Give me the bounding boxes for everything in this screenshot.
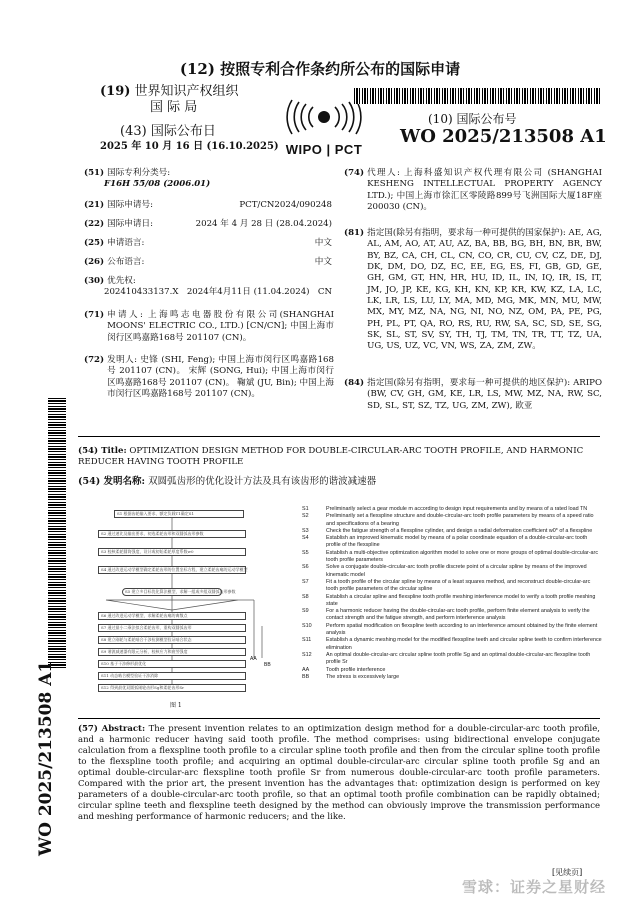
abstract bbox=[78, 724, 600, 823]
figure-key-code: S8 bbox=[302, 593, 309, 600]
field-22: (22) 国际申请日: 2024 年 4 月 28 日 (28.04.2024) bbox=[84, 219, 332, 229]
title-cn: (54) 发明名称: 双圆弧齿形的优化设计方法及具有该齿形的谐波减速器 bbox=[78, 476, 377, 487]
figure-key-row bbox=[302, 528, 602, 535]
agent-text: 代理人: 上海科盛知识产权代理有限公司 (SHANGHAI KESHENG INTELLECTUAL PROPERTY AGENCY LTD.); 中国上海市徐汇区零陵路899号飞洲国际大厦18F座 200030 (CN)。 bbox=[367, 168, 602, 213]
figure-key-row bbox=[302, 608, 602, 623]
side-barcode bbox=[48, 398, 66, 668]
figure-key bbox=[302, 506, 602, 681]
pub-date-label: (43) 国际公布日 bbox=[120, 124, 216, 139]
ipc-value: F16H 55/08 (2006.01) bbox=[104, 179, 211, 190]
figure-key-row bbox=[302, 564, 602, 579]
figure-key-code: S4 bbox=[302, 535, 309, 542]
org-name: 世界知识产权组织 bbox=[134, 84, 239, 99]
figure-key-code: S11 bbox=[302, 637, 312, 644]
field-21: (21) 国际申请号: PCT/CN2024/090248 bbox=[84, 200, 332, 210]
pub-number-label: (10) 国际公布号 bbox=[428, 112, 517, 126]
wipo-logo-text: WIPO | PCT bbox=[285, 142, 363, 158]
org-num: (19) bbox=[100, 84, 131, 99]
priority-date: 2024年4月11日 (11.04.2024) bbox=[186, 287, 310, 298]
title-cn-text: 双圆弧齿形的优化设计方法及具有该齿形的谐波减速器 bbox=[148, 476, 377, 487]
priority-country: CN bbox=[317, 287, 332, 298]
field-26: (26) 公布语言: 中文 bbox=[84, 257, 332, 267]
figure-key-code: S3 bbox=[302, 527, 309, 534]
org-sub: 国 际 局 bbox=[150, 100, 198, 116]
field-84: (84) 指定国(除另有指明，要求每一种可提供的地区保护): ARIPO (BW, CV, GH, GM, KE, LR, LS, MW, MZ, NA, RW, SC, SD, SL, ST, SZ, TZ, UG, ZM, ZW), 欧亚 bbox=[344, 378, 602, 411]
continued-label: [见续页] bbox=[552, 868, 583, 877]
watermark: 雪球：证券之星财经 bbox=[462, 878, 607, 896]
wipo-logo bbox=[272, 96, 376, 158]
priority-application: 202410433137.X bbox=[104, 287, 179, 298]
pub-number-value: WO 2025/213508 A1 bbox=[400, 126, 607, 147]
figure-key-text: Fit a tooth profile of the circular spline by means of a least squares method, and reconstruct double-circular-arc tooth profile parameters of the circular spline bbox=[326, 578, 591, 593]
figure-key-code: S5 bbox=[302, 549, 309, 556]
figure-key-text: Establish a dynamic meshing model for the modified flexspline teeth and circular spline teeth to confirm interference elimination bbox=[326, 637, 602, 651]
figure-key-row bbox=[302, 535, 602, 550]
figure-key-row bbox=[302, 667, 602, 674]
figure-key-text: Establish a circular spline and flexspline tooth profile meshing interference model to verify a tooth profile meshing state bbox=[326, 593, 596, 607]
figure-key-text: Preliminarily set a flexspline structure and double-circular-arc tooth profile parameters by means of a speed ratio and specifications of a bearing bbox=[326, 513, 594, 527]
document-title: (12) 按照专利合作条约所公布的国际申请 bbox=[179, 60, 461, 78]
abstract-label: (57) Abstract: bbox=[78, 724, 146, 734]
field-51: (51) 国际专利分类号: F16H 55/08 (2006.01) bbox=[84, 168, 332, 191]
flow-step-s9: S9 谐波减速器有限元分析，校核应力和疲劳强度 bbox=[98, 648, 246, 656]
field-81: (81) 指定国(除另有指明，要求每一种可提供的国家保护): AE, AG, AL, AM, AO, AT, AU, AZ, BA, BB, BG, BH, BN, BR, BW, BY, BZ, CA, CH, CL, CN, CO, CR, CU, CV, CZ, DE, DJ, DK, DM, DO, DZ, EC, EE, EG, ES, FI, GB, GD, GE, GH, GM, GT, HN, HR, HU, ID, IL, IN, IQ, IR, IS, IT, JM, JO, JP, KE, KG, KH, KN, KP, KR, KW, KZ, LA, LC, LK, LR, LS, LU, LY, MA, MD, MG, MK, MN, MU, MW, MX, MY, MZ, NA, NG, NI, NO, NZ, OM, PA, PE, PG, PH, PL, PT, QA, RO, RS, RU, RW, SA, SC, SD, SE, SG, SK, SL, ST, SV, SY, TH, TJ, TM, TN, TR, TT, TZ, UA, UG, US, UZ, VC, VN, WS, ZA, ZM, ZW。 bbox=[344, 228, 602, 352]
figure-key-code: S2 bbox=[302, 513, 309, 520]
figure-caption: 图 1 bbox=[170, 702, 182, 709]
flow-step-s10: S10 基于干涉修形最优化 bbox=[98, 660, 246, 668]
flow-step-s4: S4 通过改进运动学模型确定柔轮齿形的位置坐标方程，建立柔轮齿廓的运动学模型 bbox=[98, 566, 246, 574]
field-74: (74) 代理人: 上海科盛知识产权代理有限公司 (SHANGHAI KESHENG INTELLECTUAL PROPERTY AGENCY LTD.); 中国上海市徐汇区零陵路899号飞洲国际大厦18F座 200030 (CN)。 bbox=[344, 168, 602, 213]
figure-key-row bbox=[302, 594, 602, 609]
title-en: (54) Title: OPTIMIZATION DESIGN METHOD FOR DOUBLE-CIRCULAR-ARC TOOTH PROFILE, AND HARMONIC REDUCER HAVING TOOTH PROFILE bbox=[78, 446, 584, 468]
figure-key-row bbox=[302, 579, 602, 594]
flow-step-s1: S1 根据齿轮输入要求、额定负载T1确定S1 bbox=[114, 510, 244, 518]
flow-step-s8: S8 建立刚轮与柔轮啮合干涉检测模型验证啮合状态 bbox=[98, 636, 246, 644]
figure-key-row bbox=[302, 674, 602, 681]
figure-key-text: Establish an improved kinematic model by means of a polar coordinate equation of a double-circular-arc tooth profile of the flexspline bbox=[326, 535, 588, 549]
org-block bbox=[100, 84, 260, 117]
field-25: (25) 申请语言: 中文 bbox=[84, 238, 332, 248]
figure-key-code: S6 bbox=[302, 564, 309, 571]
figure-key-code: S9 bbox=[302, 608, 309, 615]
figure-key-text: For a harmonic reducer having the double-circular-arc tooth profile, perform finite element analysis to verify the contact strength and the fatigue strength, and perform interference analysis bbox=[326, 608, 590, 622]
inventor-text: 发明人: 史锋 (SHI, Feng); 中国上海市闵行区鸣嘉路168号 201107 (CN)。 宋辉 (SONG, Hui); 中国上海市闵行区鸣嘉路168号 201107 (CN)。 鞠斌 (JU, Bin); 中国上海市闵行区鸣嘉路168号 201107 (CN)。 bbox=[107, 355, 334, 400]
figure-key-code: S12 bbox=[302, 651, 312, 658]
flow-branch-bb: BB bbox=[264, 662, 271, 668]
flow-step-s3: S3 校核柔轮圆筒强度，设计或初始柔轮厚度系数w0 bbox=[98, 548, 246, 556]
figure-key-text: Perform spatial modification on flexspline teeth according to an interference amount obtained by the finite element analysis bbox=[326, 622, 598, 637]
flowchart-figure bbox=[92, 508, 292, 698]
figure-key-text: Check the fatigue strength of a flexspline cylinder, and design a radial deformation coefficient w0* of a flexspline bbox=[326, 527, 593, 534]
figure-key-row bbox=[302, 623, 602, 638]
flow-branch-aa: AA bbox=[250, 656, 257, 662]
figure-key-text: Solve a conjugate double-circular-arc tooth profile discrete point of a circular spline by means of the improved kinematic model bbox=[326, 564, 587, 578]
flow-step-s5: S5 建立多目标优化算法模型，求解一组或多组双圆弧齿形参数 bbox=[122, 588, 222, 596]
figure-key-code: S1 bbox=[302, 506, 309, 512]
application-number: PCT/CN2024/090248 bbox=[239, 200, 332, 210]
applicant-text: 申请人: 上海鸣志电器股份有限公司(SHANGHAI MOONS' ELECTRIC CO., LTD.) [CN/CN]; 中国上海市闵行区鸣嘉路168号 201107 (CN)。 bbox=[107, 310, 334, 343]
figure-key-text: Preliminarily select a gear module m according to design input requirements and by means of a rated load TN bbox=[326, 506, 588, 512]
flow-step-s12: S12 得到最优双圆弧刚轮齿形Sg和柔轮齿形Sr bbox=[98, 684, 246, 692]
divider-top bbox=[78, 436, 600, 437]
figure-key-row bbox=[302, 652, 602, 667]
side-pub-number: WO 2025/213508 A1 bbox=[36, 660, 56, 856]
flow-step-s6: S6 通过改进运动学模型，求解柔轮齿廓的离散点 bbox=[98, 612, 246, 620]
figure-key-text: The stress is excessively large bbox=[326, 673, 400, 680]
field-72: (72) 发明人: 史锋 (SHI, Feng); 中国上海市闵行区鸣嘉路168号 201107 (CN)。 宋辉 (SONG, Hui); 中国上海市闵行区鸣嘉路168号 201107 (CN)。 鞠斌 (JU, Bin); 中国上海市闵行区鸣嘉路168号 201107 (CN)。 bbox=[84, 355, 334, 400]
title-en-text: OPTIMIZATION DESIGN METHOD FOR DOUBLE-CIRCULAR-ARC TOOTH PROFILE, AND HARMONIC REDUCER HAVING TOOTH PROFILE bbox=[78, 446, 584, 468]
figure-key-row bbox=[302, 550, 602, 565]
figure-key-row bbox=[302, 513, 602, 528]
figure-key-row bbox=[302, 637, 602, 652]
divider-abstract bbox=[78, 718, 600, 719]
figure-key-code: AA bbox=[302, 666, 310, 673]
figure-key-text: Establish a multi-objective optimization algorithm model to solve one or more groups of optimal double-circular-arc tooth profile parameters bbox=[326, 549, 599, 564]
designated-states-text: 指定国(除另有指明，要求每一种可提供的国家保护): AE, AG, AL, AM, AO, AT, AU, AZ, BA, BB, BG, BH, BN, BR, BW, BY, BZ, CA, CH, CL, CN, CO, CR, CU, CV, CZ, DE, DJ, DK, DM, DO, DZ, EC, EE, EG, ES, FI, GB, GD, GE, GH, GM, GT, HN, HR, HU, ID, IL, IN, IQ, IR, IS, IT, JM, JO, JP, KE, KG, KH, KN, KP, KR, KW, KZ, LA, LC, LK, LR, LS, LU, LY, MA, MD, MG, MK, MN, MU, MW, MX, MY, MZ, NA, NG, NI, NO, NZ, OM, PA, PE, PG, PH, PL, PT, QA, RO, RS, RU, RW, SA, SC, SD, SE, SG, SK, SL, ST, SV, SY, TH, TJ, TM, TN, TR, TT, TZ, UA, UG, US, UZ, VC, VN, WS, ZA, ZM, ZW。 bbox=[367, 228, 602, 352]
top-barcode bbox=[354, 88, 600, 104]
flow-step-s2: S2 通过速比及输出要求，初选柔轮齿形和双圆弧齿形参数 bbox=[98, 530, 246, 538]
regional-states-text: 指定国(除另有指明，要求每一种可提供的地区保护): ARIPO (BW, CV, GH, GM, KE, LR, LS, MW, MZ, NA, RW, SC, SD, SL, ST, SZ, TZ, UG, ZM, ZW), 欧亚 bbox=[367, 378, 602, 411]
flow-step-s11: S11 动态啮合模型验证干涉消除 bbox=[98, 672, 246, 680]
figure-key-code: S10 bbox=[302, 622, 312, 629]
figure-key-code: BB bbox=[302, 673, 310, 680]
filing-date: 2024 年 4 月 28 日 (28.04.2024) bbox=[195, 219, 332, 229]
figure-key-row bbox=[302, 506, 602, 513]
abstract-text: The present invention relates to an optimization design method for a double-circular-arc tooth profile, and a harmonic reducer having said tooth profile. The method comprises: using bidirectional envelope conjugate calculation from a flexspline tooth profile to a circular spline tooth profile and then from the circular spline tooth profile to the flexspline tooth profile; and acquiring an optimal double-circular-arc circular spline tooth profile Sg and an optimal double-circular-arc flexspline tooth profile Sr from numerous double-circular-arc tooth profile parameters. Compared with the prior art, the present invention has the advantages that: optimization design is performed on key parameters of a double-circular-arc tooth profile, so that an optimal tooth profile combination can be rapidly obtained; circular spline teeth and flexspline teeth designed by the method can obviously improve the transmission performance and meshing performance of harmonic reducers; and the like. bbox=[78, 724, 600, 823]
field-30: (30) 优先权: 202410433137.X 2024年4月11日 (11.04.2024) CN bbox=[84, 276, 332, 298]
figure-key-text: An optimal double-circular-arc circular spline tooth profile Sg and an optimal double-circular-arc flexspline tooth profile Sr bbox=[326, 651, 591, 666]
figure-key-code: S7 bbox=[302, 578, 309, 585]
pub-date-value: 2025 年 10 月 16 日 (16.10.2025) bbox=[100, 141, 279, 152]
flow-step-s7: S7 通过最小二乘法拟合柔轮齿形，重构双圆弧齿形 bbox=[98, 624, 246, 632]
field-71: (71) 申请人: 上海鸣志电器股份有限公司(SHANGHAI MOONS' ELECTRIC CO., LTD.) [CN/CN]; 中国上海市闵行区鸣嘉路168号 201107 (CN)。 bbox=[84, 310, 334, 343]
figure-key-text: Tooth profile interference bbox=[326, 666, 386, 673]
